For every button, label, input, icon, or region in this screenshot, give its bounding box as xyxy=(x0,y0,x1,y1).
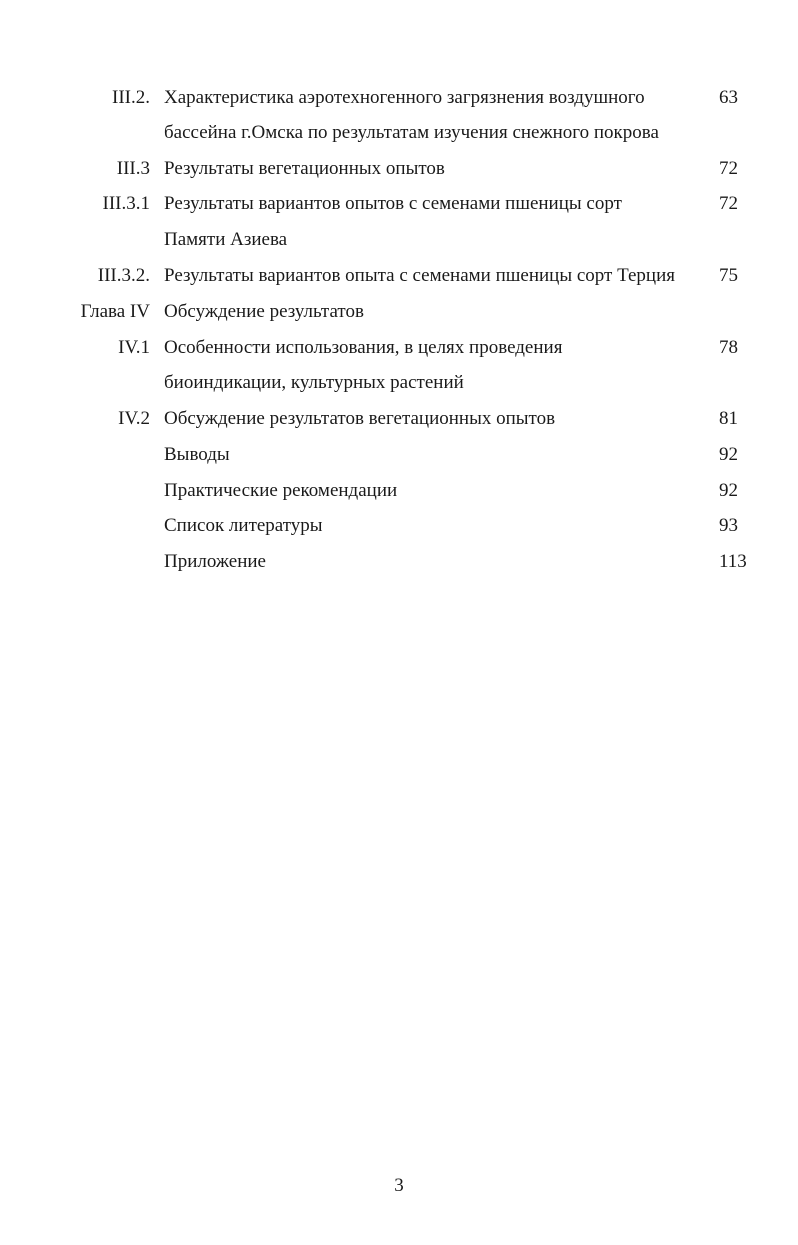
toc-entry-page: 81 xyxy=(719,408,738,429)
toc-entry-page: 92 xyxy=(719,480,738,501)
toc-entry-title: Выводы xyxy=(164,444,230,465)
toc-entry-number: III.3.2. xyxy=(97,265,150,286)
toc-entry-title: Характеристика аэротехногенного загрязнения воздушного xyxy=(164,87,645,108)
toc-entry-page: 78 xyxy=(719,337,738,358)
toc-entry-number: Глава IV xyxy=(80,301,150,322)
toc-entry xyxy=(0,262,798,290)
toc-entry-title: Обсуждение результатов xyxy=(164,301,364,322)
toc-entry xyxy=(0,512,798,540)
toc-entry-title-continued: Памяти Азиева xyxy=(164,229,288,250)
toc-entry-page: 92 xyxy=(719,444,738,465)
toc-entry xyxy=(0,84,798,112)
toc-entry-page: 93 xyxy=(719,515,738,536)
toc-entry-page: 72 xyxy=(719,193,738,214)
toc-entry-page: 75 xyxy=(719,265,738,286)
toc-entry-title: Обсуждение результатов вегетационных опытов xyxy=(164,408,556,429)
toc-entry-title-continued: биоиндикации, культурных растений xyxy=(164,372,464,393)
toc-entry-page: 72 xyxy=(719,158,738,179)
toc-entry xyxy=(0,405,798,433)
toc-entry xyxy=(0,477,798,505)
toc-entry-continuation xyxy=(0,119,798,147)
toc-entry-number: III.3.1 xyxy=(102,193,150,214)
toc-entry-number: IV.1 xyxy=(118,337,150,358)
toc-entry-continuation xyxy=(0,369,798,397)
toc-entry-page: 113 xyxy=(719,551,747,572)
toc-entry xyxy=(0,155,798,183)
toc-entry xyxy=(0,441,798,469)
toc-entry-page: 63 xyxy=(719,87,738,108)
toc-entry-title: Приложение xyxy=(164,551,266,572)
toc-entry-continuation xyxy=(0,226,798,254)
toc-entry-number: III.2. xyxy=(112,87,150,108)
toc-entry-number: III.3 xyxy=(116,158,150,179)
toc-entry xyxy=(0,298,798,326)
toc-entry-number: IV.2 xyxy=(118,408,150,429)
toc-entry-title: Особенности использования, в целях проведения xyxy=(164,337,563,358)
page-number: 3 xyxy=(394,1175,404,1196)
toc-entry-title: Результаты вегетационных опытов xyxy=(164,158,445,179)
toc-entry xyxy=(0,548,798,576)
toc-entry-title: Результаты вариантов опытов с семенами пшеницы сорт xyxy=(164,193,622,214)
toc-entry xyxy=(0,334,798,362)
toc-entry xyxy=(0,190,798,218)
toc-entry-title: Практические рекомендации xyxy=(164,480,398,501)
toc-entry-title: Список литературы xyxy=(164,515,323,536)
toc-entry-title: Результаты вариантов опыта с семенами пшеницы сорт Терция xyxy=(164,265,675,286)
toc-entry-title-continued: бассейна г.Омска по результатам изучения снежного покрова xyxy=(164,122,659,143)
